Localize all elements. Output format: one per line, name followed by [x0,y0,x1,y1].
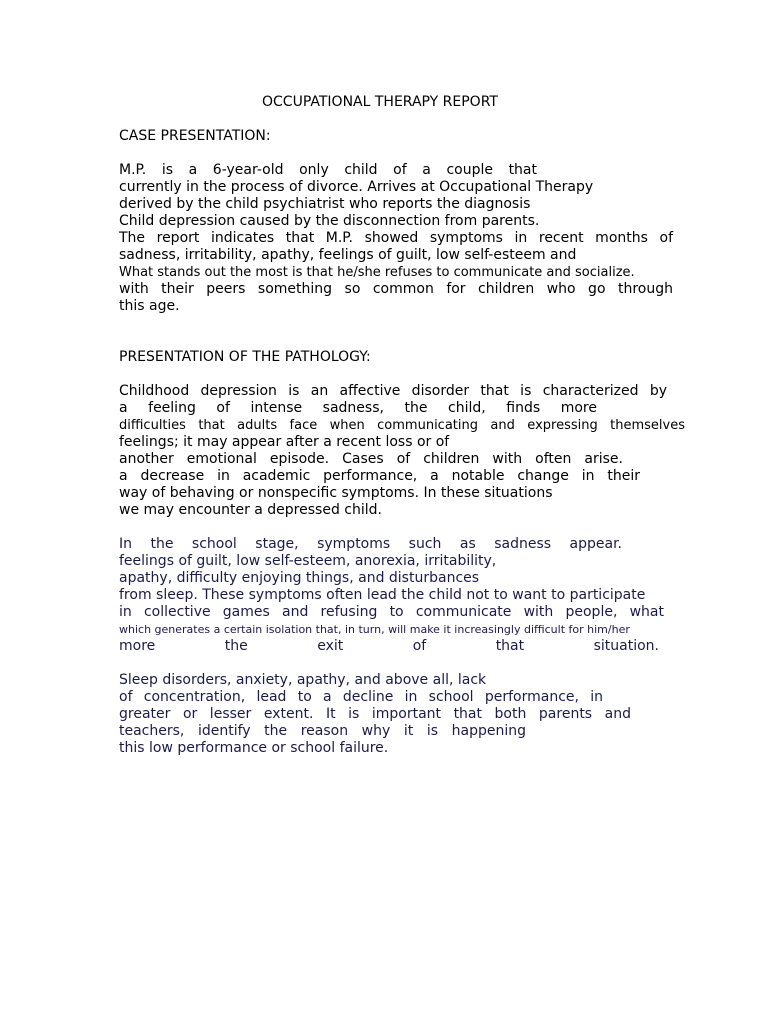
text-line: The report indicates that M.P. showed symptoms in recent months of [119,230,673,246]
text-line: of concentration, lead to a decline in school performance, in [119,689,603,705]
text-line: feelings; it may appear after a recent loss or of [119,434,450,450]
case-presentation-paragraph [119,162,673,315]
text-line: sadness, irritability, apathy, feelings of guilt, low self-esteem and [119,247,577,263]
text-line: Childhood depression is an affective disorder that is characterized by [119,383,667,399]
text-line: difficulties that adults face when communicating and expressing themselves [119,418,685,433]
text-line: apathy, difficulty enjoying things, and disturbances [119,570,480,586]
text-line: Sleep disorders, anxiety, apathy, and above all, lack [119,672,487,688]
text-line: in collective games and refusing to communicate with people, what [119,604,664,620]
text-line: we may encounter a depressed child. [119,502,382,518]
sleep-disorders-paragraph [119,672,631,757]
school-stage-paragraph [119,536,664,655]
text-line: a feeling of intense sadness, the child, finds more [119,400,597,416]
text-line: another emotional episode. Cases of children with often arise. [119,451,623,467]
text-line: a decrease in academic performance, a notable change in their [119,468,640,484]
text-line: feelings of guilt, low self-esteem, anorexia, irritability, [119,553,497,569]
text-line: from sleep. These symptoms often lead the child not to want to participate [119,587,646,603]
text-line: this age. [119,298,180,314]
text-line: In the school stage, symptoms such as sadness appear. [119,536,622,552]
text-line: more the exit of that situation. [119,638,659,654]
text-line: way of behaving or nonspecific symptoms. In these situations [119,485,553,501]
text-line: with their peers something so common for children who go through [119,281,673,297]
pathology-heading: PRESENTATION OF THE PATHOLOGY: [119,349,371,365]
text-line: currently in the process of divorce. Arrives at Occupational Therapy [119,179,594,195]
text-line: which generates a certain isolation that, in turn, will make it increasingly difficult for him/her [119,623,630,636]
pathology-paragraph [119,383,685,519]
text-line: this low performance or school failure. [119,740,389,756]
text-line: teachers, identify the reason why it is happening [119,723,526,739]
text-line: Child depression caused by the disconnection from parents. [119,213,540,229]
text-line: What stands out the most is that he/she refuses to communicate and socialize. [119,265,635,280]
document-title: OCCUPATIONAL THERAPY REPORT [262,94,498,110]
case-presentation-heading: CASE PRESENTATION: [119,128,271,144]
text-line: derived by the child psychiatrist who reports the diagnosis [119,196,531,212]
text-line: greater or lesser extent. It is important that both parents and [119,706,631,722]
text-line: M.P. is a 6-year-old only child of a couple that [119,162,537,178]
